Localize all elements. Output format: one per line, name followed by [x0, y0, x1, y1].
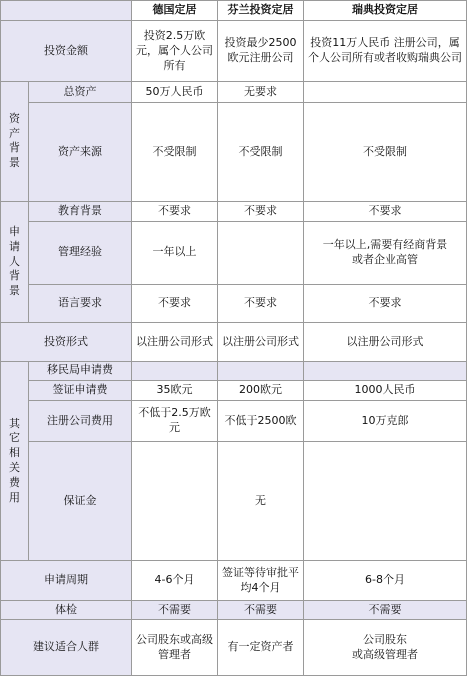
table-row	[1, 221, 467, 284]
cell-sweden: 6-8个月	[304, 561, 467, 601]
cell-finland: 无	[218, 441, 304, 561]
cell-germany: 50万人民币	[132, 82, 218, 103]
cell-germany: 4-6个月	[132, 561, 218, 601]
cell-sweden: 公司股东 或高级管理者	[304, 620, 467, 676]
cell-germany: 不低于2.5万欧元	[132, 401, 218, 442]
cell-finland: 不低于2500欧	[218, 401, 304, 442]
cell-sweden: 以注册公司形式	[304, 323, 467, 362]
cell-sweden	[304, 361, 467, 380]
column-header-germany: 德国定居	[132, 1, 218, 21]
cell-finland: 投资最少2500欧元注册公司	[218, 21, 304, 82]
cell-germany: 投资2.5万欧元，属个人公司所有	[132, 21, 218, 82]
row-label-registration-fee: 注册公司费用	[29, 401, 132, 442]
cell-finland: 有一定资产者	[218, 620, 304, 676]
cell-finland	[218, 221, 304, 284]
cell-germany: 一年以上	[132, 221, 218, 284]
table-row	[1, 82, 467, 103]
column-header-finland: 芬兰投资定居	[218, 1, 304, 21]
cell-germany: 以注册公司形式	[132, 323, 218, 362]
table-row	[1, 401, 467, 442]
cell-sweden	[304, 441, 467, 561]
row-label-application-period: 申请周期	[1, 561, 132, 601]
cell-germany: 35欧元	[132, 380, 218, 400]
cell-germany: 不要求	[132, 284, 218, 323]
category-other-fees: 其它相关费用	[1, 361, 29, 561]
cell-finland	[218, 361, 304, 380]
cell-finland: 签证等待审批平均4个月	[218, 561, 304, 601]
cell-sweden: 投资11万人民币 注册公司，属个人公司所有或者收购瑞典公司	[304, 21, 467, 82]
cell-sweden: 10万克郎	[304, 401, 467, 442]
row-label-investment-amount: 投资金额	[1, 21, 132, 82]
table-row	[1, 600, 467, 619]
cell-sweden: 一年以上,需要有经商背景 或者企业高管	[304, 221, 467, 284]
table-row	[1, 361, 467, 380]
header-corner-cell	[1, 1, 132, 21]
row-label-investment-form: 投资形式	[1, 323, 132, 362]
row-label-total-assets: 总资产	[29, 82, 132, 103]
cell-finland: 不需要	[218, 600, 304, 619]
cell-finland: 以注册公司形式	[218, 323, 304, 362]
row-label-immigration-fee: 移民局申请费	[29, 361, 132, 380]
cell-germany: 不要求	[132, 201, 218, 221]
table-row	[1, 201, 467, 221]
cell-sweden: 1000人民币	[304, 380, 467, 400]
cell-sweden: 不受限制	[304, 103, 467, 201]
column-header-sweden: 瑞典投资定居	[304, 1, 467, 21]
cell-germany: 公司股东或高级管理者	[132, 620, 218, 676]
cell-sweden: 不要求	[304, 284, 467, 323]
cell-finland: 不受限制	[218, 103, 304, 201]
cell-sweden: 不要求	[304, 201, 467, 221]
cell-germany	[132, 361, 218, 380]
cell-finland: 无要求	[218, 82, 304, 103]
row-label-visa-fee: 签证申请费	[29, 380, 132, 400]
cell-sweden: 不需要	[304, 600, 467, 619]
table-row	[1, 103, 467, 201]
table-row	[1, 284, 467, 323]
cell-finland: 200欧元	[218, 380, 304, 400]
category-asset-background: 资产背景	[1, 82, 29, 202]
table-row	[1, 380, 467, 400]
table-row	[1, 21, 467, 82]
row-label-asset-source: 资产来源	[29, 103, 132, 201]
cell-finland: 不要求	[218, 284, 304, 323]
row-label-language: 语言要求	[29, 284, 132, 323]
row-label-deposit: 保证金	[29, 441, 132, 561]
row-label-medical-exam: 体检	[1, 600, 132, 619]
table-row	[1, 561, 467, 601]
table-row	[1, 323, 467, 362]
table-header-row	[1, 1, 467, 21]
category-applicant-background: 申请人背景	[1, 201, 29, 323]
cell-germany: 不需要	[132, 600, 218, 619]
cell-sweden	[304, 82, 467, 103]
row-label-education: 教育背景	[29, 201, 132, 221]
cell-germany: 不受限制	[132, 103, 218, 201]
row-label-management-experience: 管理经验	[29, 221, 132, 284]
cell-germany	[132, 441, 218, 561]
cell-finland: 不要求	[218, 201, 304, 221]
table-row	[1, 620, 467, 676]
row-label-suitable-applicants: 建议适合人群	[1, 620, 132, 676]
table-row	[1, 441, 467, 561]
